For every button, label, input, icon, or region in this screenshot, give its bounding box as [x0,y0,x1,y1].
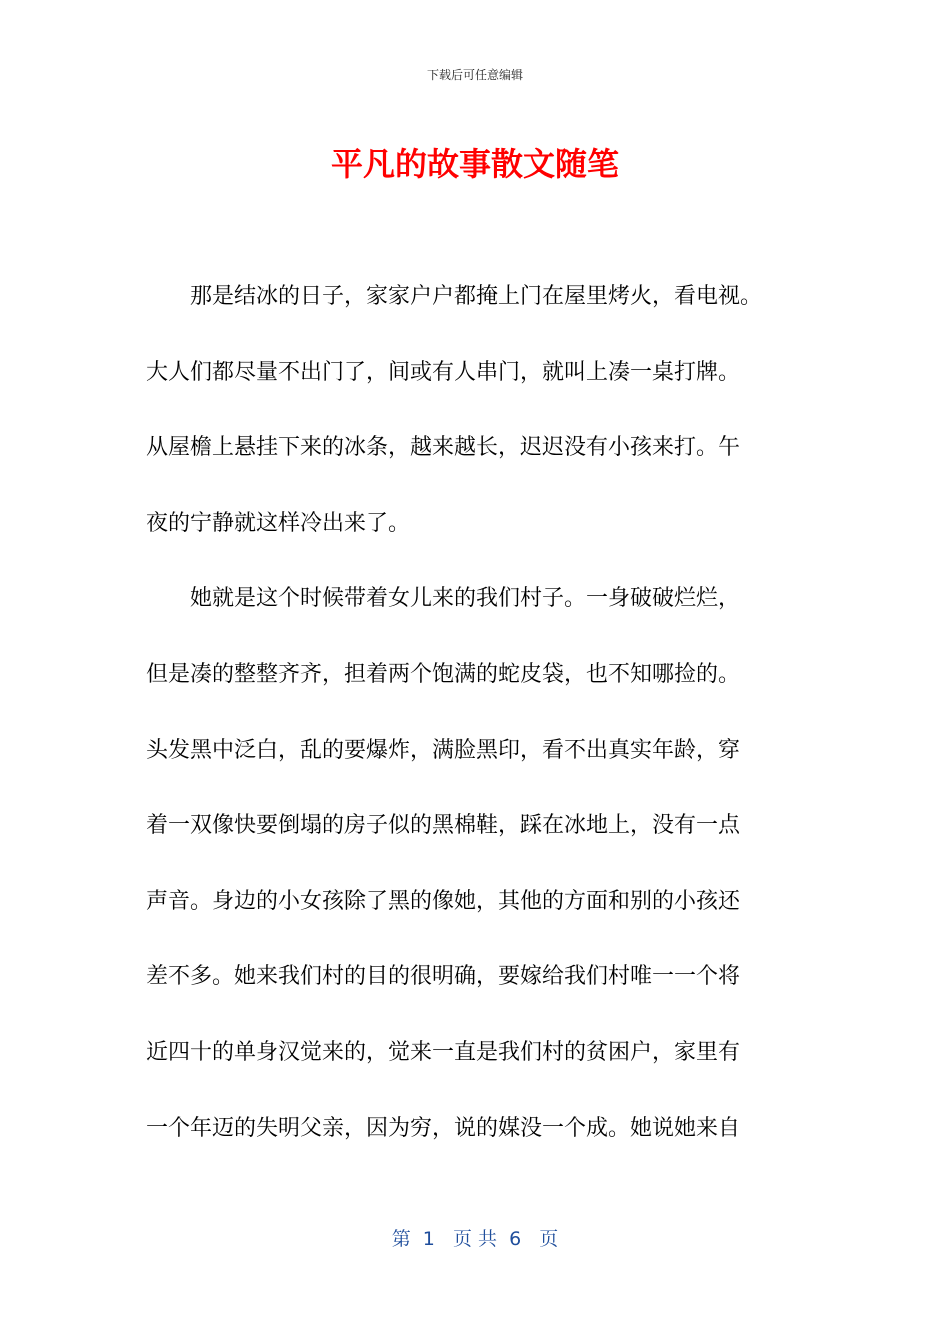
document-body [146,277,806,1184]
text-line: 声音。身边的小女孩除了黑的像她，其他的方面和别的小孩还 [146,888,741,914]
text-line: 那是结冰的日子，家家户户都掩上门在屋里烤火，看电视。 [146,284,763,309]
text-line: 差不多。她来我们村的目的很明确，要嫁给我们村唯一一个将 [146,964,741,990]
document-title: 平凡的故事散文随笔 [330,145,619,183]
text-line: 头发黑中泛白，乱的要爆炸，满脸黑印，看不出真实年龄，穿 [146,737,741,763]
text-line: 一个年迈的失明父亲，因为穷，说的媒没一个成。她说她来自 [146,1115,741,1141]
page-header: 下载后可任意编辑 [426,68,523,82]
text-line: 她就是这个时候带着女儿来的我们村子。一身破破烂烂， [146,586,741,612]
page-number-text: 第 1 页 共 6 页 [391,1228,559,1250]
text-line: 夜的宁静就这样冷出来了。 [146,510,411,536]
text-line: 但是凑的整整齐齐，担着两个饱满的蛇皮袋，也不知哪捡的。 [146,661,741,687]
text-line: 从屋檐上悬挂下来的冰条，越来越长，迟迟没有小孩来打。午 [146,435,741,461]
page-footer [0,1226,950,1252]
text-line: 大人们都尽量不出门了，间或有人串门，就叫上凑一桌打牌。 [146,359,741,385]
text-line: 着一双像快要倒塌的房子似的黑棉鞋，踩在冰地上，没有一点 [146,813,741,839]
text-line: 近四十的单身汉觉来的，觉来一直是我们村的贫困户，家里有 [146,1039,741,1065]
